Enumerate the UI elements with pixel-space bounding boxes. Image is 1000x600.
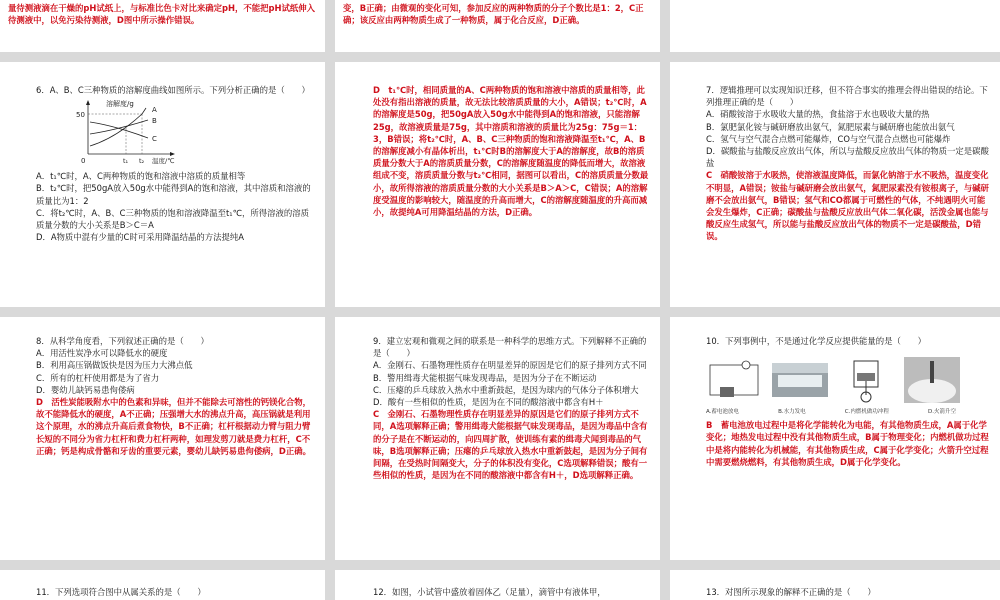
question-stem: 9．建立宏观和微观之间的联系是一种科学的思维方式。下列解释不正确的是（ ）	[373, 336, 647, 359]
question-stem: 12．如图，小试管中盛放着固体乙（足量），滴管中有液体甲，	[373, 587, 606, 597]
card-q6-question	[0, 62, 325, 307]
curve-c	[90, 122, 148, 138]
answer-text: 量待测液滴在干燥的pH试纸上，与标准比色卡对比来确定pH，不能把pH试纸伸入待测液中，以免污染待测液，D图中所示操作错误。	[8, 3, 316, 26]
card-q12	[335, 570, 660, 600]
card-q6-answer	[335, 62, 660, 307]
card-top-right	[670, 0, 1000, 52]
figure-row	[706, 353, 992, 419]
caption-c: C.内燃机做功冲程	[844, 409, 889, 416]
question-stem: 6．A、B、C三种物质的溶解度曲线如图所示。下列分析正确的是（ ）	[36, 85, 310, 95]
y-axis-label: 溶解度/g	[106, 100, 134, 109]
card-q13	[670, 570, 1000, 600]
battery-circuit-icon	[706, 357, 762, 403]
question-options: A．用活性炭净水可以降低水的硬度 B．利用高压锅做饭快是因为压力大沸点低 C．所有的杠杆使用都是为了省力 D．婴幼儿缺钙易患佝偻病	[36, 348, 193, 395]
card-q9	[335, 317, 660, 560]
question-stem: 7．逻辑推理可以实现知识迁移，但不符合事实的推理会得出错误的结论。下列推理正确的是（ ）	[706, 85, 988, 108]
x-axis-unit: 温度/℃	[152, 157, 175, 166]
label-c: C	[152, 135, 157, 144]
hydropower-icon	[772, 357, 828, 403]
card-q11	[0, 570, 325, 600]
option-d: D．A物质中混有少量的C时可采用降温结晶的方法提纯A	[36, 232, 245, 243]
figure-captions	[706, 407, 956, 415]
option-b: B．t₂℃时，把50gA放入50g水中能得到A的饱和溶液，其中溶质和溶液的质量比为1：2	[36, 183, 311, 206]
question-options: A．金刚石、石墨物理性质存在明显差异的原因是它们的原子排列方式不同 B．警用缉毒犬能根据气味发现毒品，是因为分子在不断运动 C．压瘪的乒乓球放入热水中重新鼓起，是因为球内的气体分子体积增大 D．酸有一些相似的性质，是因为在不同的酸溶液中都含有H＋	[373, 360, 647, 408]
x-tick-t1: t₁	[123, 157, 129, 166]
answer-text: D 活性炭能吸附水中的色素和异味，但并不能除去可溶性的钙镁化合物，故不能降低水的硬度，A不正确；压强增大水的沸点升高，高压锅就是利用这个原理，水的沸点升高后煮食物快，B不正确；杠杆根据动力臂与阻力臂长短的不同分为省力杠杆和费力杠杆两种，如理发剪刀就是费力杠杆，C不正确；钙是构成骨骼和牙齿的重要元素，婴幼儿缺钙易患佝偻病，D正确。	[36, 397, 311, 456]
card-q7	[670, 62, 1000, 307]
answer-text: D t₁℃时，相同质量的A、C两种物质的饱和溶液中溶质的质量相等，此处没有指出溶液的质量，故无法比较溶质质量的大小，A错误；t₂℃时，A的溶解度是50g，把50gA放入50g水中能得到A的饱和溶液，只能溶解25g，故溶液质量是75g，其中溶质和溶液的质量比为25g：75g＝1：3，B错误；将t₂℃时，A、B、C三种物质的饱和溶液降温至t₁℃，A、B的溶解度减小有晶体析出，t₁℃时B的溶解度大于A的溶解度，故B的溶质质量分数大于A的溶质质量分数，C的溶解度随温度的降低而增大，故溶液组成不变，溶质质量分数与t₂℃相同，据图可以看出，C的溶质质量分数最小，故所得溶液的溶质质量分数的大小关系是B＞A＞C，C错误；A的溶解度受温度的影响较大，随温度的升高而增大，C的溶解度随温度的升高而减小，故提纯A可用降温结晶的方法，D正确。	[373, 85, 649, 218]
caption-d: D.火箭升空	[928, 409, 956, 416]
caption-a: A.蓄电池放电	[706, 409, 739, 416]
card-top-left	[0, 0, 325, 52]
question-stem: 13．对图所示现象的解释不正确的是（ ）	[706, 587, 876, 597]
answer-text: C 金刚石、石墨物理性质存在明显差异的原因是它们的原子排列方式不同，A选项解释正确；警用缉毒犬能根据气味发现毒品，是因为毒品中含有的分子是在不断运动的，向四周扩散，使训练有素的缉毒犬闻到毒品的气味，B选项解释正确；压瘪的乒乓球放入热水中重新鼓起，是因为分子间有间隔，在受热时间隔变大，分子的体积没有变化，C选项解释错误；酸有一些相似的性质，是因为在不同的酸溶液中都含有H＋，D选项解释正确。	[373, 409, 648, 481]
answer-text: 变，B正确；由微观的变化可知，参加反应的两种物质的分子个数比是1：2，C正确；该反应由两种物质生成了一种物质，属于化合反应，D正确。	[343, 3, 644, 26]
question-stem: 10．下列事例中，不是通过化学反应提供能量的是（ ）	[706, 336, 927, 346]
card-top-middle	[335, 0, 660, 52]
caption-b: B.水力发电	[778, 409, 806, 416]
question-options: A．硝酸铵溶于水吸收大量的热，食盐溶于水也吸收大量的热 B．氯肥氯化铵与碱研磨放出氨气，氮肥尿素与碱研磨也能放出氨气 C．氢气与空气混合点燃可能爆炸，CO与空气混合点燃也可能爆炸 D．碳酸盐与盐酸反应放出气体，所以与盐酸反应放出气体的物质一定是碳酸盐	[706, 109, 989, 169]
y-tick-50: 50	[76, 111, 85, 120]
curve-a	[90, 108, 146, 146]
x-tick-t2: t₂	[139, 157, 145, 166]
rocket-icon	[904, 357, 960, 403]
engine-icon	[838, 357, 894, 403]
question-stem: 11．下列选项符合图中从属关系的是（ ）	[36, 587, 206, 597]
card-q10	[670, 317, 1000, 560]
answer-text: C 硝酸铵溶于水吸热，使溶液温度降低，而氯化钠溶于水不吸热，温度变化不明显，A错误；铵盐与碱研磨会放出氨气，氮肥尿素没有铵根离子，与碱研磨不会放出氨气，B错误；氢气和CO都属于可燃性的气体，不纯遇明火可能会发生爆炸，C正确；碳酸盐与盐酸反应放出气体二氧化碳，活泼金属也能与酸反应生成氢气，所以能与盐酸反应放出气体的物质不一定是碳酸盐，D错误。	[706, 170, 989, 242]
solubility-curve-figure	[76, 98, 186, 166]
option-c: C．将t₂℃时，A、B、C三种物质的饱和溶液降温至t₁℃，所得溶液的溶质质量分数的大小关系是B＞C＝A	[36, 207, 310, 231]
origin-label: 0	[81, 157, 86, 166]
label-a: A	[152, 106, 157, 115]
card-q8	[0, 317, 325, 560]
label-b: B	[152, 117, 157, 126]
option-a: A．t₁℃时，A、C两种物质的饱和溶液中溶质的质量相等	[36, 171, 246, 182]
question-stem: 8．从科学角度看，下列叙述正确的是（ ）	[36, 336, 209, 346]
answer-text: B 蓄电池放电过程中是将化学能转化为电能，有其他物质生成，A属于化学变化；地热发电过程中没有其他物质生成，B属于物理变化；内燃机做功过程中是将内能转化为机械能，有其他物质生成，C属于化学变化；火箭升空过程中需要燃烧燃料，有其他物质生成，D属于化学变化。	[706, 420, 989, 467]
